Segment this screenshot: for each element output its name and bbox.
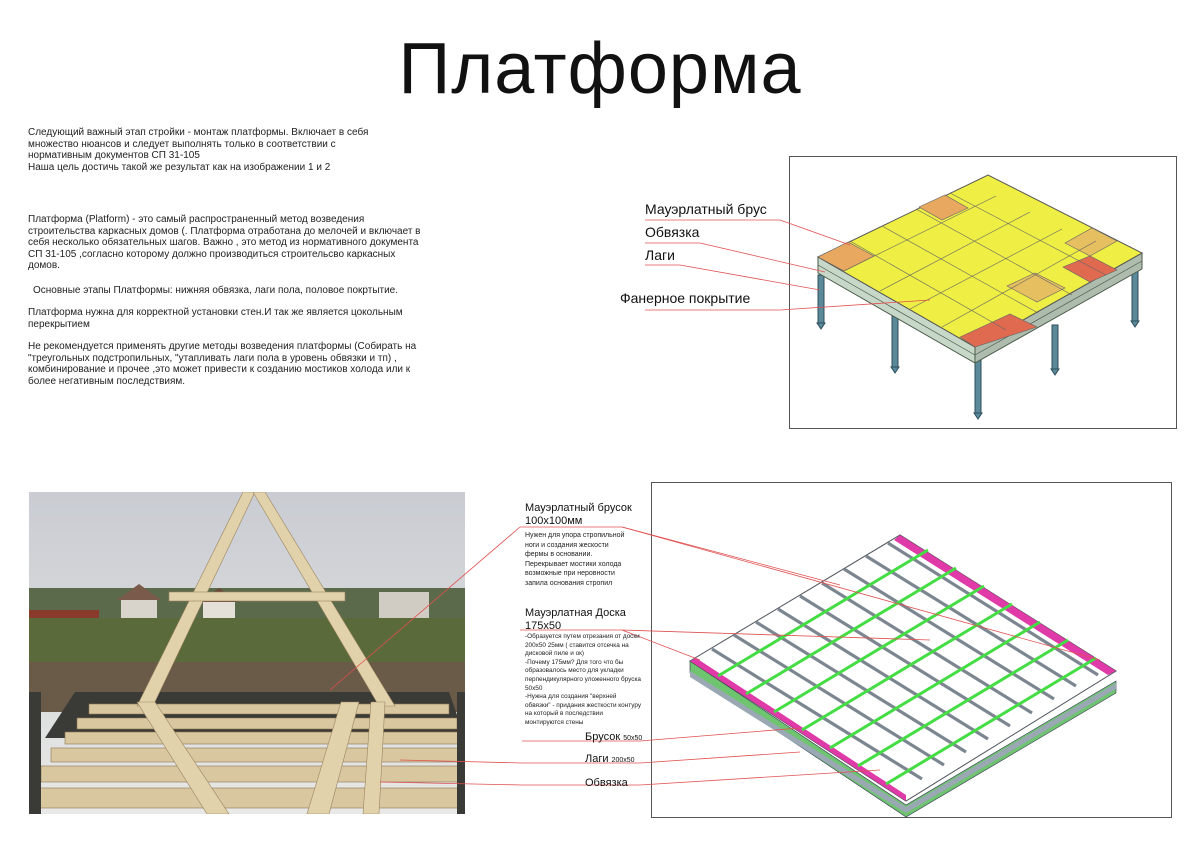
platform-definition: Платформа (Platform) - это самый распространенный метод возведения строительства каркасных домов (. Платформа отработана до мелочей и включает в себя несколько обязательных шагов. Важно , это метод из нормативного документа СП 31-105 ,согласно которому должно производиться строительсво каркасных домов. bbox=[28, 214, 421, 272]
label-mauerlat-brus: Мауэрлатный брус bbox=[645, 201, 767, 217]
frame-render bbox=[652, 483, 1171, 817]
label-mauerlat-doska: Мауэрлатная Доска 175x50 bbox=[525, 607, 626, 632]
label-fanera: Фанерное покрытие bbox=[620, 290, 751, 306]
platform-render-figure bbox=[789, 156, 1177, 429]
warning-text: Не рекомендуется применять другие методы возведения платформы (Собирать на "треугольных подстропильных, "утапливать лаги пола в уровень обвязки и тп) , комбинирование и прочее ,это может привести к созданию мостиков холода или к более негативным последствиям. bbox=[28, 341, 417, 387]
label-obvyazka-frame: Обвязка bbox=[585, 777, 628, 789]
stages-text: Основные этапы Платформы: нижняя обвязка, лаги пола, половое покртытие. bbox=[33, 285, 399, 296]
purpose-text: Платформа нужна для корректной установки стен.И так же является цокольным перекрытием bbox=[28, 307, 403, 330]
label-mauerlat-brusok: Мауэрлатный брусок 100x100мм bbox=[525, 502, 632, 527]
platform-photo-illustration bbox=[29, 492, 465, 814]
label-obvyazka: Обвязка bbox=[645, 224, 700, 240]
page-title: Платформа bbox=[398, 29, 802, 109]
note-mauerlat-brusok: Нужен для упора стропильной ноги и создания жескости фермы в основании. Перекрывает мостики холода возможные при неровности запила основания стропил bbox=[525, 532, 625, 587]
label-lagi: Лаги bbox=[645, 247, 675, 263]
note-mauerlat-doska: -Образуется путем отрезания от доски 200x50 25мм ( ставится отсечка на дисковой пиле и ок) -Почему 175мм? Для того что бы образовалось место для укладки перпендикулярного уложенного бруска 50x50 -Нужна для создания "верхней обвязки" - придания жесткости контуру на который в последствии монтируются стены bbox=[525, 633, 642, 726]
construction-photo bbox=[29, 492, 465, 814]
frame-render-figure bbox=[651, 482, 1172, 818]
platform-render bbox=[790, 157, 1176, 428]
intro-paragraph: Следующий важный этап стройки - монтаж платформы. Включает в себя множество нюансов и следует выполнять только в соответствии с нормативным документов СП 31-105 Наша цель достичь такой же результат как на изображении 1 и 2 bbox=[28, 127, 369, 173]
label-lagi-frame: Лаги 200x50 bbox=[585, 753, 635, 765]
label-brusok: Брусок 50x50 bbox=[585, 731, 643, 743]
